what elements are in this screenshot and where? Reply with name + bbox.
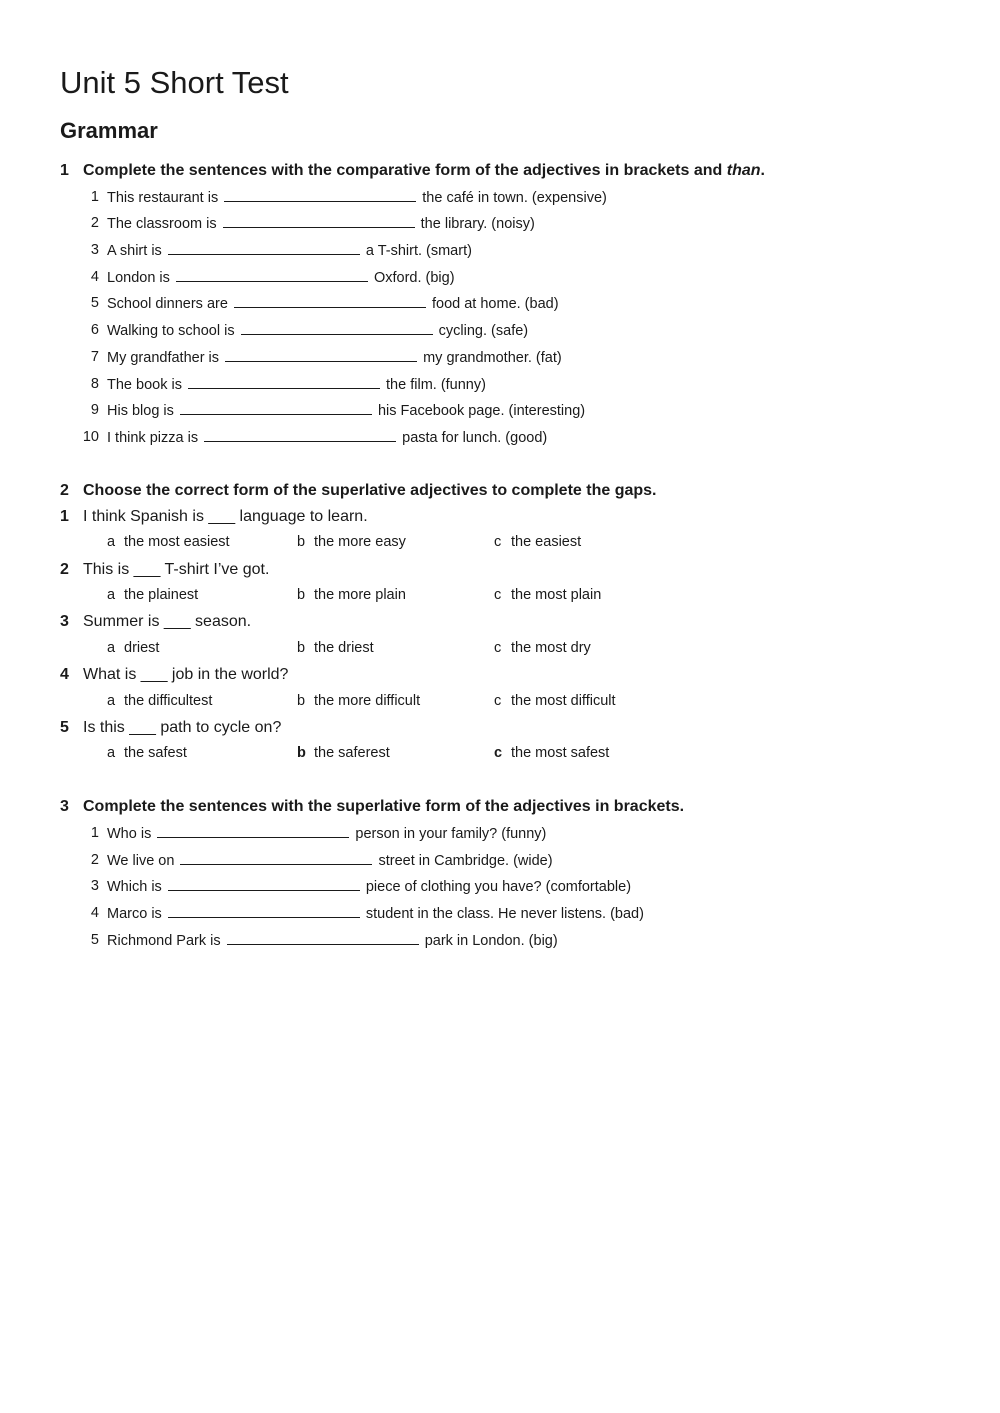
- item-text-before: School dinners are: [107, 296, 228, 312]
- option-letter: c: [494, 640, 502, 656]
- item-text-before: This restaurant is: [107, 190, 219, 206]
- exercise-2-instruction: [60, 481, 656, 501]
- option-letter: a: [107, 587, 116, 603]
- question-number: 3: [60, 613, 69, 630]
- item-text-before: Who is: [107, 826, 152, 842]
- question-text: What is ___ job in the world?: [83, 666, 289, 683]
- ex2-question: [60, 560, 269, 580]
- answer-blank[interactable]: [168, 904, 360, 918]
- option-b[interactable]: [297, 533, 406, 551]
- item-text-after: street in Cambridge. (wide): [378, 853, 553, 869]
- item-number: 1: [90, 825, 99, 841]
- instruction-text: Complete the sentences with the comparative form of the adjectives in brackets and: [83, 162, 727, 179]
- item-text-after: cycling. (safe): [438, 323, 529, 339]
- option-text: the most safest: [511, 745, 610, 761]
- question-number: 5: [60, 719, 69, 736]
- item-number: 9: [90, 402, 99, 418]
- option-text: the driest: [314, 640, 374, 656]
- option-letter: c: [494, 693, 502, 709]
- option-b[interactable]: [297, 639, 374, 657]
- option-a[interactable]: [107, 744, 187, 762]
- option-text: the more easy: [314, 534, 406, 550]
- option-letter: c: [494, 587, 502, 603]
- ex2-question: [60, 718, 281, 738]
- item-number: 4: [90, 269, 99, 285]
- option-a[interactable]: [107, 533, 230, 551]
- item-number: 2: [90, 215, 99, 231]
- option-a[interactable]: [107, 692, 212, 710]
- item-number: 8: [90, 376, 99, 392]
- option-b[interactable]: [297, 586, 406, 604]
- option-text: the most easiest: [124, 534, 230, 550]
- option-text: the plainest: [124, 587, 199, 603]
- option-letter: b: [297, 640, 306, 656]
- item-number: 6: [90, 322, 99, 338]
- option-letter: a: [107, 693, 116, 709]
- item-text-after: piece of clothing you have? (comfortable): [365, 879, 632, 895]
- option-text: the more plain: [314, 587, 406, 603]
- option-text: the safest: [124, 745, 187, 761]
- question-number: 1: [60, 508, 69, 525]
- answer-blank[interactable]: [234, 294, 426, 308]
- answer-blank[interactable]: [157, 824, 349, 838]
- answer-blank[interactable]: [168, 877, 360, 891]
- option-text: the most difficult: [511, 693, 616, 709]
- question-text: Is this ___ path to cycle on?: [83, 719, 282, 736]
- item-number: 3: [90, 878, 99, 894]
- exercise-3-instruction: [60, 797, 684, 817]
- option-text: the easiest: [511, 534, 582, 550]
- answer-blank[interactable]: [180, 401, 372, 415]
- item-text-before: We live on: [107, 853, 175, 869]
- exercise-1-instruction: [60, 161, 765, 181]
- item-text-before: My grandfather is: [107, 350, 220, 366]
- item-text-before: Marco is: [107, 906, 162, 922]
- option-letter: c: [494, 534, 502, 550]
- answer-blank[interactable]: [180, 851, 372, 865]
- option-a[interactable]: [107, 639, 159, 657]
- item-number: 3: [90, 242, 99, 258]
- answer-blank[interactable]: [225, 348, 417, 362]
- question-number: 4: [60, 666, 69, 683]
- item-number: 7: [90, 349, 99, 365]
- item-text-after: his Facebook page. (interesting): [377, 403, 586, 419]
- instruction-text: Complete the sentences with the superlative form of the adjectives in brackets.: [83, 798, 685, 815]
- item-text-before: The classroom is: [107, 216, 217, 232]
- item-text-before: Which is: [107, 879, 162, 895]
- item-number: 2: [90, 852, 99, 868]
- section-heading: Grammar: [60, 118, 158, 143]
- option-c[interactable]: [494, 744, 609, 762]
- answer-blank[interactable]: [204, 428, 396, 442]
- exercise-number: 1: [60, 162, 69, 179]
- instruction-italic: than: [726, 162, 761, 179]
- item-text-before: London is: [107, 270, 170, 286]
- item-text-after: my grandmother. (fat): [423, 350, 562, 366]
- item-number: 1: [90, 189, 99, 205]
- answer-blank[interactable]: [223, 214, 415, 228]
- item-number: 5: [90, 295, 99, 311]
- item-text-after: the library. (noisy): [420, 216, 535, 232]
- item-number: 10: [82, 429, 99, 445]
- option-letter: b: [297, 587, 306, 603]
- exercise-number: 3: [60, 798, 69, 815]
- option-b[interactable]: [297, 692, 420, 710]
- option-letter: b: [297, 693, 306, 709]
- option-letter: b: [297, 745, 306, 761]
- option-text: driest: [124, 640, 160, 656]
- item-text-after: a T-shirt. (smart): [365, 243, 472, 259]
- option-text: the difficultest: [124, 693, 213, 709]
- item-text-after: Oxford. (big): [373, 270, 455, 286]
- item-text-after: park in London. (big): [424, 933, 558, 949]
- item-number: 5: [90, 932, 99, 948]
- item-text-before: I think pizza is: [107, 430, 199, 446]
- option-letter: a: [107, 745, 116, 761]
- question-text: This is ___ T-shirt I’ve got.: [83, 561, 270, 578]
- option-a[interactable]: [107, 586, 198, 604]
- ex2-question: [60, 612, 251, 632]
- item-text-after: the film. (funny): [386, 377, 486, 393]
- question-text: I think Spanish is ___ language to learn.: [83, 508, 368, 525]
- item-text-after: the café in town. (expensive): [422, 190, 607, 206]
- instruction-text: Choose the correct form of the superlative adjectives to complete the gaps.: [83, 482, 657, 499]
- item-text-before: Walking to school is: [107, 323, 235, 339]
- option-text: the most dry: [511, 640, 591, 656]
- option-text: the most plain: [511, 587, 602, 603]
- exercise-number: 2: [60, 482, 69, 499]
- answer-blank[interactable]: [241, 321, 433, 335]
- option-c[interactable]: [494, 692, 616, 710]
- item-text-after: food at home. (bad): [431, 296, 559, 312]
- ex2-question: [60, 665, 288, 685]
- item-text-after: student in the class. He never listens. (bad): [365, 906, 644, 922]
- item-text-before: Richmond Park is: [107, 933, 221, 949]
- answer-blank[interactable]: [168, 241, 360, 255]
- item-text-after: person in your family? (funny): [355, 826, 547, 842]
- option-letter: a: [107, 534, 116, 550]
- page-title: Unit 5 Short Test: [60, 65, 289, 100]
- answer-blank[interactable]: [188, 375, 380, 389]
- answer-blank[interactable]: [176, 268, 368, 282]
- answer-blank[interactable]: [224, 188, 416, 202]
- option-c[interactable]: [494, 533, 581, 551]
- ex2-question: [60, 507, 368, 527]
- option-c[interactable]: [494, 639, 591, 657]
- question-number: 2: [60, 561, 69, 578]
- option-letter: b: [297, 534, 306, 550]
- option-b[interactable]: [297, 744, 390, 762]
- item-text-before: A shirt is: [107, 243, 162, 259]
- item-text-after: pasta for lunch. (good): [402, 430, 548, 446]
- answer-blank[interactable]: [227, 931, 419, 945]
- option-letter: c: [494, 745, 503, 761]
- option-text: the saferest: [314, 745, 390, 761]
- item-text-before: His blog is: [107, 403, 174, 419]
- question-text: Summer is ___ season.: [83, 613, 252, 630]
- item-text-before: The book is: [107, 377, 182, 393]
- option-letter: a: [107, 640, 116, 656]
- item-number: 4: [90, 905, 99, 921]
- option-c[interactable]: [494, 586, 601, 604]
- instruction-end: .: [760, 162, 765, 179]
- option-text: the more difficult: [314, 693, 421, 709]
